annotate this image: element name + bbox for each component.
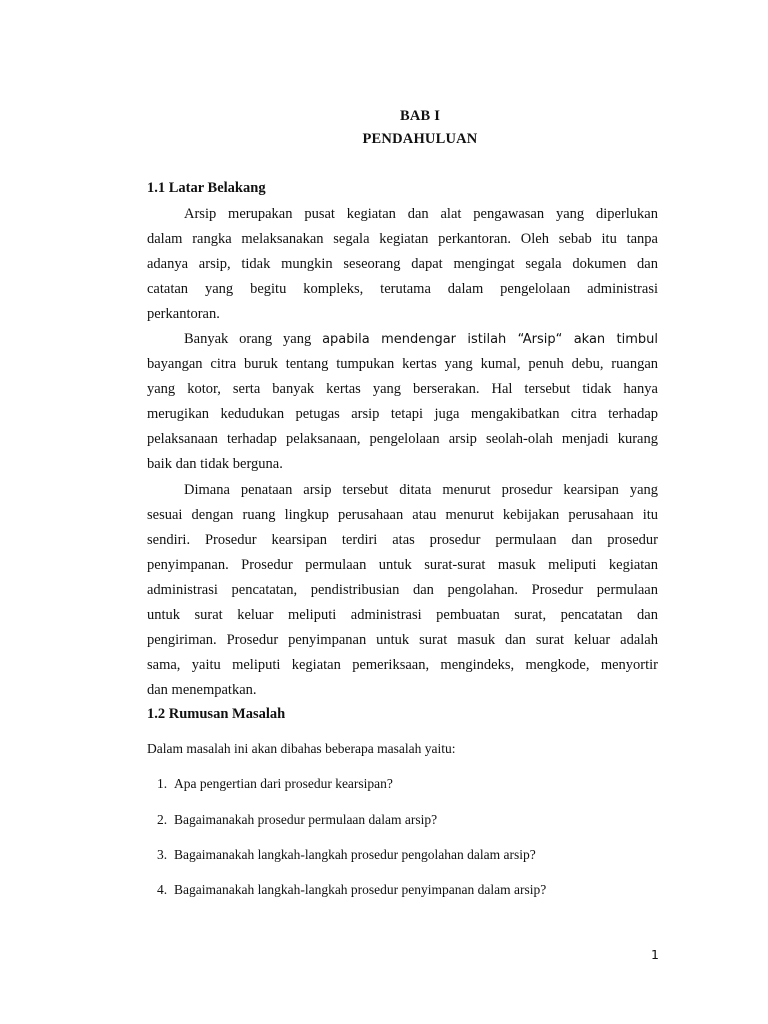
- list-item-number: 4.: [157, 882, 168, 897]
- section-heading-rumusan-masalah: 1.2 Rumusan Masalah: [147, 706, 286, 722]
- chapter-title: PENDAHULUAN: [362, 131, 478, 147]
- paragraph-line: sama, yaitu meliputi kegiatan pemeriksaan, mengindeks, mengkode, menyortir: [147, 657, 658, 673]
- section-heading-latar-belakang: 1.1 Latar Belakang: [147, 180, 266, 196]
- chapter-number: BAB I: [399, 108, 441, 124]
- paragraph-line: [184, 330, 658, 349]
- list-item: [157, 812, 437, 828]
- paragraph-line: yang kotor, serta banyak kertas yang berserakan. Hal tersebut tidak hanya: [147, 381, 658, 397]
- page-number: 1: [651, 947, 659, 962]
- list-item-number: 3.: [157, 847, 168, 862]
- paragraph-line: catatan yang begitu kompleks, terutama dalam pengelolaan administrasi: [147, 281, 658, 297]
- paragraph-line: pelaksanaan terhadap pelaksanaan, pengelolaan arsip seolah-olah menjadi kurang: [147, 431, 658, 447]
- paragraph-text-run-sans: apabila mendengar istilah “Arsip“ akan timbul: [322, 332, 658, 347]
- paragraph-text-run: Banyak orang yang: [184, 331, 312, 347]
- paragraph-line: adanya arsip, tidak mungkin seseorang dapat mengingat segala dokumen dan: [147, 256, 658, 272]
- list-item-number: 2.: [157, 812, 168, 827]
- paragraph-line: Dimana penataan arsip tersebut ditata menurut prosedur kearsipan yang: [184, 482, 658, 498]
- list-item-text: Bagaimanakah prosedur permulaan dalam arsip?: [174, 812, 438, 827]
- paragraph-line: perkantoran.: [147, 306, 220, 322]
- paragraph-line: dan menempatkan.: [147, 682, 257, 698]
- paragraph-line: dalam rangka melaksanakan segala kegiatan perkantoran. Oleh sebab itu tanpa: [147, 231, 658, 247]
- paragraph-line: administrasi pencatatan, pendistribusian dan pengolahan. Prosedur permulaan: [147, 582, 658, 598]
- list-item-number: 1.: [157, 776, 168, 791]
- paragraph-line: pengiriman. Prosedur penyimpanan untuk surat masuk dan surat keluar adalah: [147, 632, 658, 648]
- paragraph-line: Arsip merupakan pusat kegiatan dan alat pengawasan yang diperlukan: [184, 206, 658, 222]
- list-item: [157, 847, 536, 863]
- list-item-text: Bagaimanakah langkah-langkah prosedur pengolahan dalam arsip?: [174, 847, 536, 862]
- paragraph-line: merugikan kedudukan petugas arsip tetapi juga mengakibatkan citra terhadap: [147, 406, 658, 422]
- list-intro: Dalam masalah ini akan dibahas beberapa masalah yaitu:: [147, 741, 456, 756]
- paragraph-line: sesuai dengan ruang lingkup perusahaan atau menurut kebijakan perusahaan itu: [147, 507, 658, 523]
- paragraph-line: penyimpanan. Prosedur permulaan untuk surat-surat masuk meliputi kegiatan: [147, 557, 658, 573]
- list-item: [157, 776, 393, 792]
- list-item-text: Bagaimanakah langkah-langkah prosedur penyimpanan dalam arsip?: [174, 882, 547, 897]
- paragraph-line: bayangan citra buruk tentang tumpukan kertas yang kumal, penuh debu, ruangan: [147, 356, 658, 372]
- list-item: [157, 882, 546, 898]
- list-item-text: Apa pengertian dari prosedur kearsipan?: [174, 776, 393, 791]
- paragraph-line: sendiri. Prosedur kearsipan terdiri atas prosedur permulaan dan prosedur: [147, 532, 658, 548]
- paragraph-line: untuk surat keluar meliputi administrasi pembuatan surat, pencatatan dan: [147, 607, 658, 623]
- paragraph-line: baik dan tidak berguna.: [147, 456, 283, 472]
